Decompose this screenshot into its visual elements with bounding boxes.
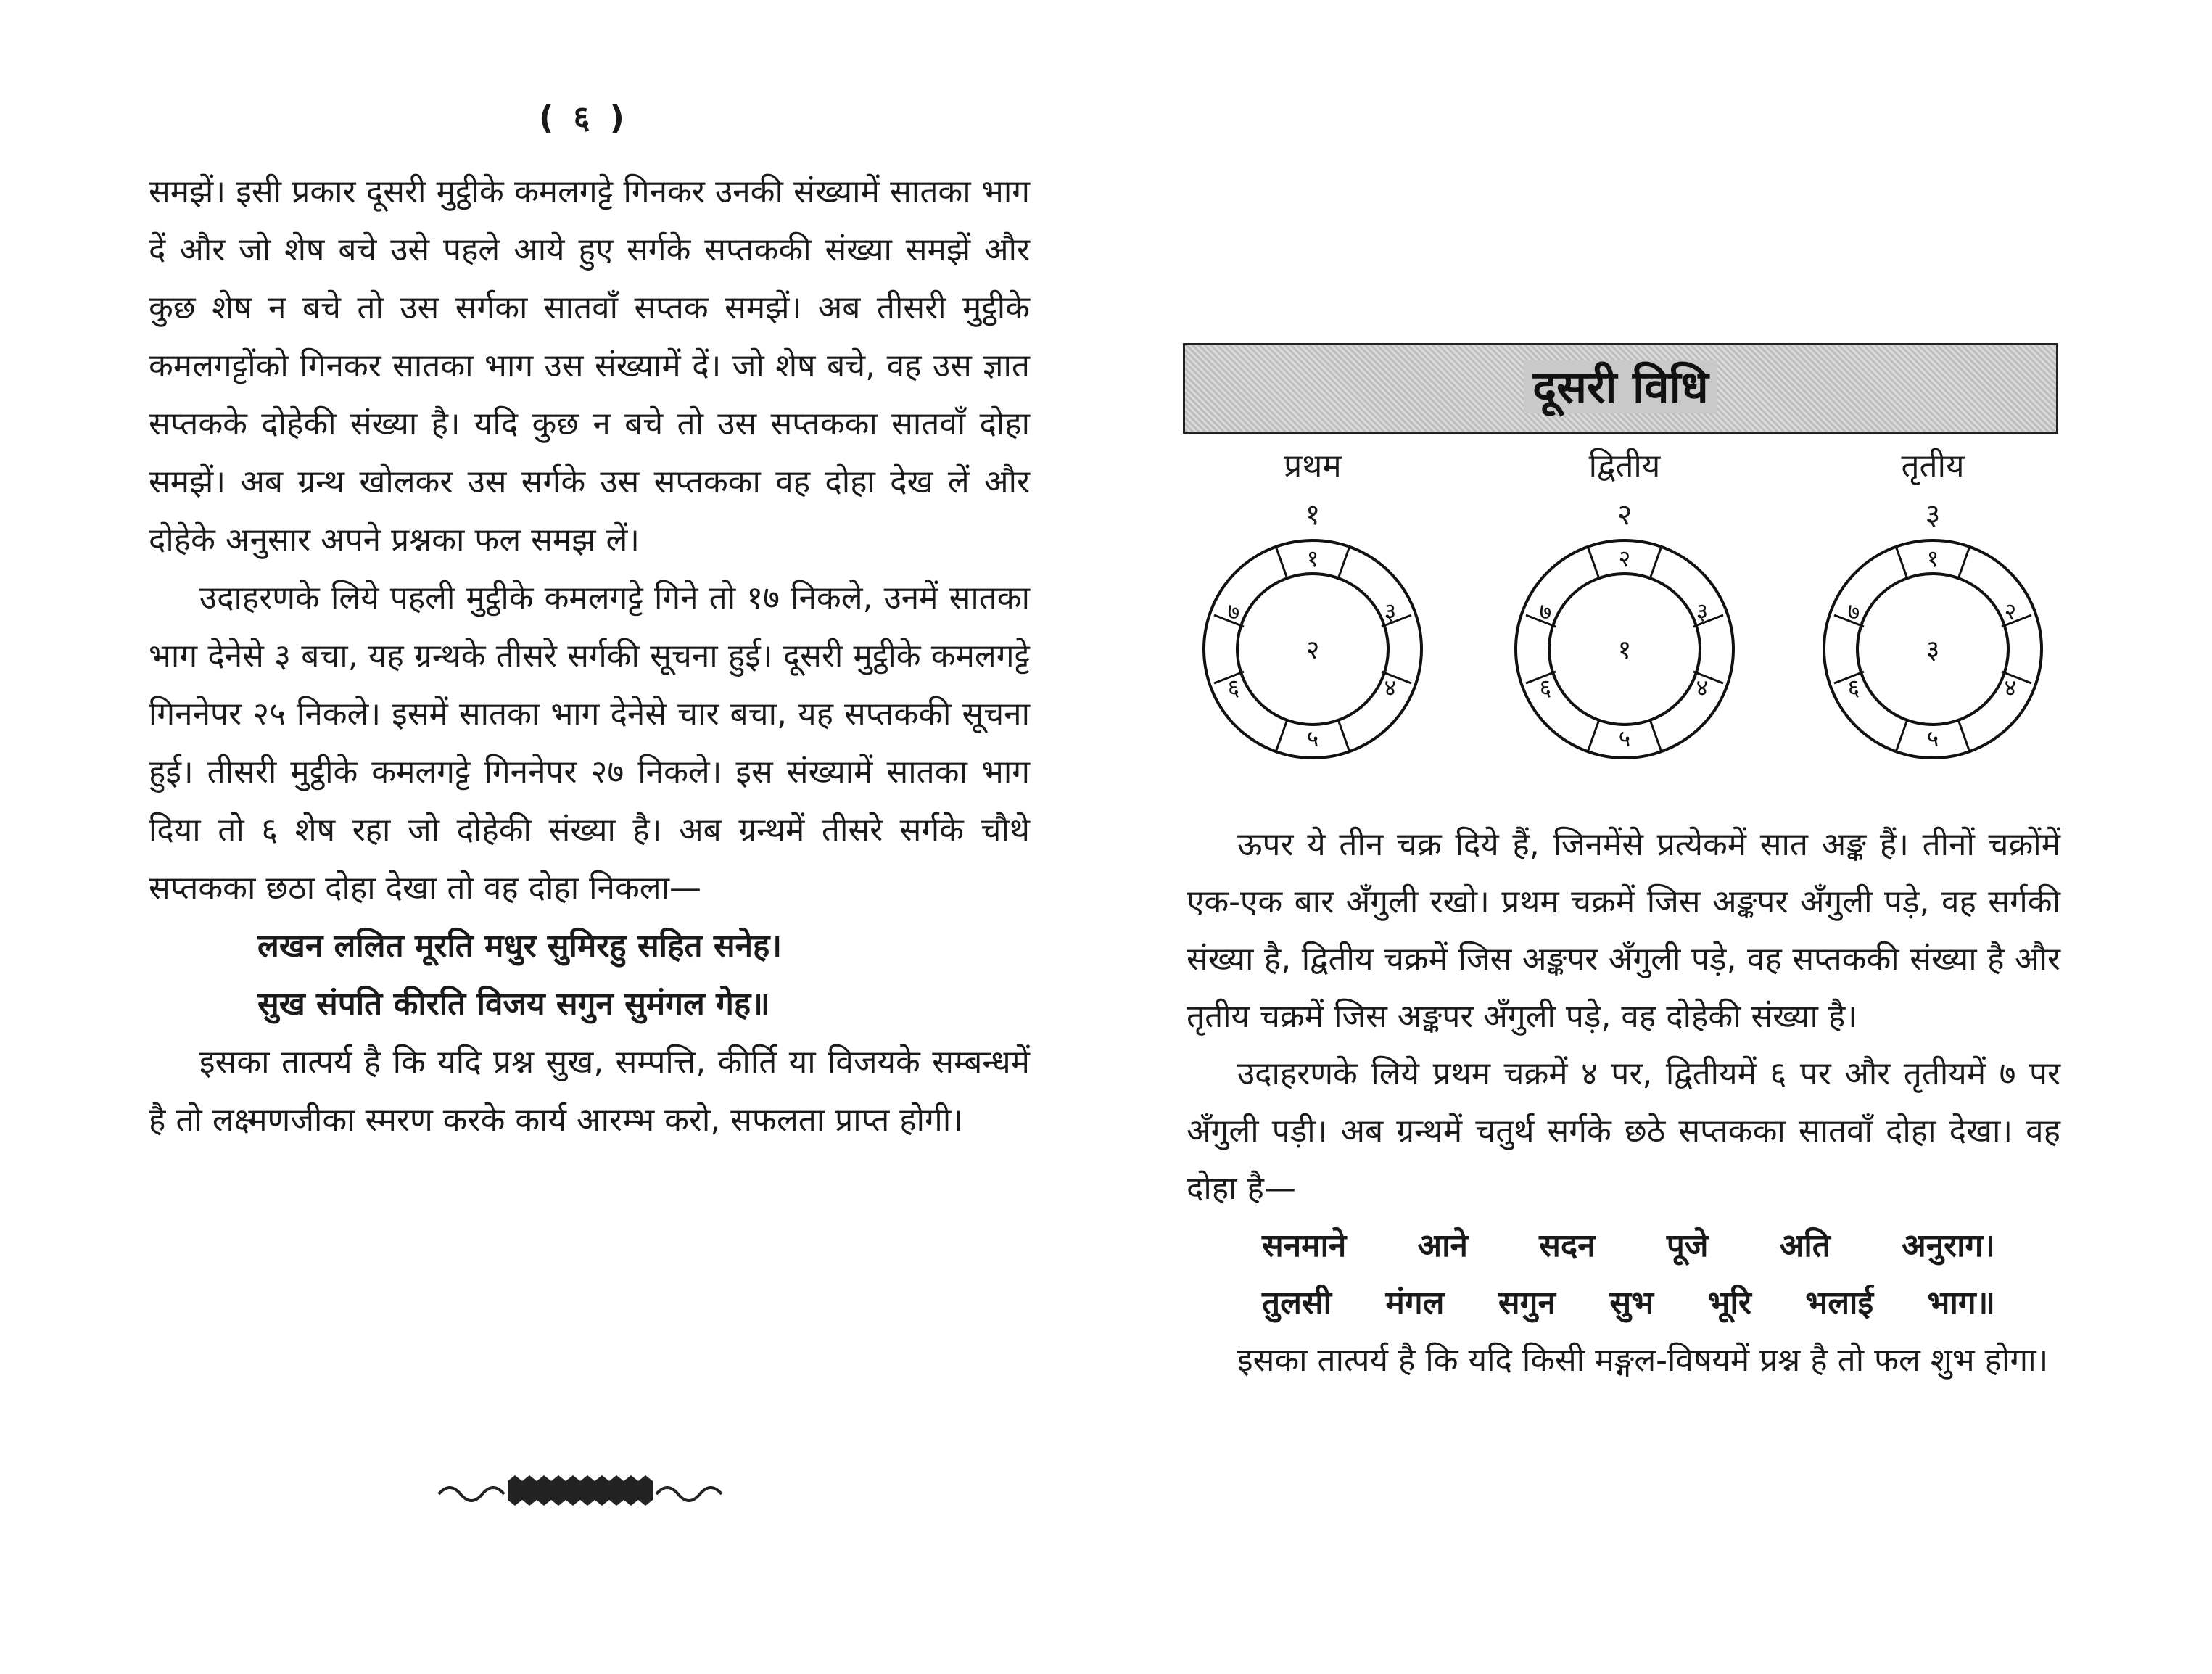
right-page-body [1187, 816, 2060, 1389]
wheel-top-number: १ [1305, 498, 1321, 532]
wheel-center: २ [1305, 635, 1320, 665]
wheel-center: ३ [1926, 635, 1940, 665]
wheel-label: तृतीय [1901, 448, 1965, 485]
paragraph: इसका तात्पर्य है कि यदि किसी मङ्गल-विषयमें प्रश्न है तो फल शुभ होगा। [1237, 1342, 2049, 1379]
wheel-segment: ७ [1227, 598, 1240, 625]
wheel-segment: ६ [1227, 674, 1240, 701]
wheel-segment: ६ [1539, 674, 1552, 701]
wheel-segment: २ [1618, 545, 1631, 572]
paragraph: उदाहरणके लिये पहली मुट्ठीके कमलगट्टे गिने तो १७ निकले, उनमें सातका भाग देनेसे ३ बचा, यह ग्रन्थके तीसरे सर्गकी सूचना हुई। दूसरी मुट्ठीके कमलगट्टे गिननेपर २५ निकले। इसमें सातका भाग देनेसे चार बचा, यह सप्तककी सूचना हुई। तीसरी मुट्ठीके कमलगट्टे गिननेपर २७ निकले। इस संख्यामें सातका भाग दिया तो ६ शेष रहा जो दोहेकी संख्या है। अब ग्रन्थमें तीसरे सर्गके चौथे सप्तकका छठा दोहा देखा तो वह दोहा निकला— [149, 580, 1030, 907]
section-title-banner [1183, 343, 2058, 434]
wheel-segment: ३ [1696, 598, 1709, 625]
wheel-segment: ७ [1539, 598, 1552, 625]
paragraph: उदाहरणके लिये प्रथम चक्रमें ४ पर, द्वितीयमें ६ पर और तृतीयमें ७ पर अँगुली पड़ी। अब ग्रन्थमें चतुर्थ सर्गके छठे सप्तकका सातवाँ दोहा देखा। वह दोहा है— [1187, 1055, 2060, 1207]
verse-line: लखन ललित मूरति मधुर सुमिरहु सहित सनेह। [257, 928, 783, 965]
wheel-segment: १ [1926, 545, 1939, 572]
wheel-segment: ४ [2004, 674, 2017, 701]
wheel-top-number: २ [1617, 498, 1633, 532]
wheel-dvitiya [1494, 442, 1755, 762]
wheel-segment: ४ [1696, 674, 1709, 701]
wheel-segment: १ [1306, 545, 1319, 572]
wheel-segment: ५ [1306, 725, 1319, 752]
chakra-wheel[interactable] [1820, 537, 2045, 762]
verse-line: तुलसी मंगल सगुन सुभ भूरि भलाई भाग॥ [1262, 1285, 1995, 1322]
paragraph: इसका तात्पर्य है कि यदि प्रश्न सुख, सम्पत्ति, कीर्ति या विजयके सम्बन्धमें है तो लक्ष्मणजीका स्मरण करके कार्य आरम्भ करो, सफलता प्राप्त होगी। [149, 1044, 1030, 1139]
wheel-center: १ [1617, 635, 1632, 665]
wheel-segment: ६ [1847, 674, 1860, 701]
paragraph: ऊपर ये तीन चक्र दिये हैं, जिनमेंसे प्रत्येकमें सात अङ्क हैं। तीनों चक्रोंमें एक-एक बार अँगुली रखो। प्रथम चक्रमें जिस अङ्कपर अँगुली पड़े, वह सर्गकी संख्या है, द्वितीय चक्रमें जिस अङ्कपर अँगुली पड़े, वह सप्तककी संख्या है और तृतीय चक्रमें जिस अङ्कपर अँगुली पड़े, वह दोहेकी संख्या है। [1187, 826, 2060, 1035]
paragraph: समझें। इसी प्रकार दूसरी मुट्ठीके कमलगट्टे गिनकर उनकी संख्यामें सातका भाग दें और जो शेष बचे उसे पहले आये हुए सर्गके सप्तककी संख्या समझें और कुछ शेष न बचे तो उस सर्गका सातवाँ सप्तक समझें। अब तीसरी मुट्ठीके कमलगट्टोंको गिनकर सातका भाग उस संख्यामें दें। जो शेष बचे, वह उस ज्ञात सप्तकके दोहेकी संख्या है। यदि कुछ न बचे तो उस सप्तकका सातवाँ दोहा समझें। अब ग्रन्थ खोलकर उस सर्गके उस सप्तकका वह दोहा देख लें और दोहेके अनुसार अपने प्रश्नका फल समझ लें। [149, 173, 1030, 558]
wheel-segment: ७ [1847, 598, 1860, 625]
wheel-label: द्वितीय [1588, 448, 1661, 485]
wheel-segment: ५ [1618, 725, 1631, 752]
wheel-segment: ४ [1384, 674, 1397, 701]
left-page-body [149, 163, 1030, 1150]
wheel-segment: ५ [1926, 725, 1939, 752]
wheel-segment: ३ [1384, 598, 1397, 625]
section-title: दूसरी विधि [1524, 360, 1717, 413]
wheel-label: प्रथम [1284, 448, 1342, 485]
ornament-divider [435, 1472, 725, 1509]
page-number: ( ६ ) [539, 99, 629, 136]
chakra-wheel[interactable] [1200, 537, 1425, 762]
chakra-wheel[interactable] [1512, 537, 1737, 762]
verse-line: सुख संपति कीरति विजय सगुन सुमंगल गेह॥ [257, 986, 770, 1023]
verse-line: सनमाने आने सदन पूजे अति अनुराग। [1262, 1227, 1995, 1264]
wheel-prathama [1182, 442, 1443, 762]
wheel-top-number: ३ [1925, 498, 1941, 532]
wheel-segment: २ [2004, 598, 2017, 625]
wheel-tritiya [1802, 442, 2063, 762]
